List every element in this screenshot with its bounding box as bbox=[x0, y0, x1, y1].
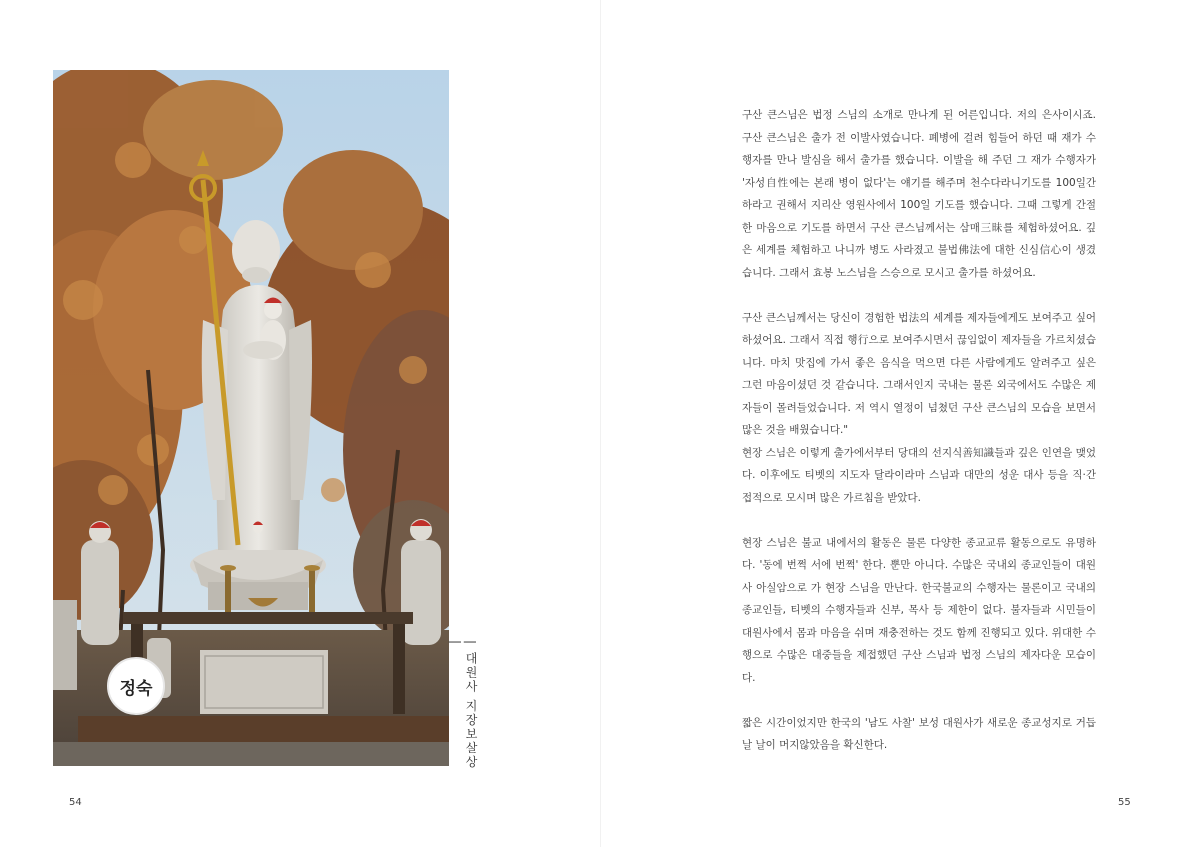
page-number-left: 54 bbox=[69, 797, 82, 808]
paragraph-2: 구산 큰스님께서는 당신이 경험한 법法의 세계를 제자들에게도 보여주고 싶어 하셨어요. 그래서 직접 행行으로 보여주시면서 끊임없이 제자들을 가르치셨습니다. 마치 맛집에 가서 좋은 음식을 먹으면 다른 사람에게도 알려주고 싶은 그런 마음이셨던 것 같습니다. 그래서인지 국내는 물론 외국에서도 수많은 제자들이 몰려들었습니다. 저 역시 열정이 넘쳤던 구산 큰스님의 모습을 보면서 많은 것을 배웠습니다." bbox=[742, 311, 1096, 436]
paragraph-1: 구산 큰스님은 법정 스님의 소개로 만나게 된 어른입니다. 저의 은사이시죠. 구산 큰스님은 출가 전 이발사였습니다. 폐병에 걸려 힘들어 하던 때 재가 수행자를 만나 발심을 해서 출가를 했습니다. 이발을 해 주던 그 재가 수행자가 '자성自性에는 본래 병이 없다'는 얘기를 해주며 천수다라니기도를 100일간 하라고 권해서 지리산 영원사에서 100일 기도를 했습니다. 그때 그렇게 간절한 마음으로 기도를 하면서 구산 큰스님께서는 삼매三昧를 체험하셨어요. 깊은 세계를 체험하고 나니까 병도 사라졌고 불법佛法에 대한 신심信心이 생겼습니다. 그래서 효봉 노스님을 스승으로 모시고 출가를 하셨어요. bbox=[742, 109, 1096, 279]
statue-illustration bbox=[53, 70, 449, 766]
photo-caption: | 대원사 지장보살상 | bbox=[449, 640, 478, 770]
paragraph-4: 현장 스님은 불교 내에서의 활동은 물론 다양한 종교교류 활동으로도 유명하다. '동에 번쩍 서에 번쩍' 한다. 뿐만 아니다. 수많은 국내외 종교인들이 대원사 아실암으로 가 현장 스님을 만난다. 한국불교의 수행자는 물론이고 국내의 종교인들, 티벳의 수행자들과 신부, 목사 등 제한이 없다. 불자들과 시민들이 대원사에서 몸과 마음을 쉬며 재충전하는 것도 함께 진행되고 있다. 위대한 수행으로 수많은 대중들을 제접했던 구산 스님과 법정 스님의 제자다운 모습이다. bbox=[742, 536, 1096, 684]
spread-gutter bbox=[600, 0, 601, 847]
page-number-right: 55 bbox=[1118, 797, 1131, 808]
paragraph-5: 짧은 시간이었지만 한국의 '남도 사찰' 보성 대원사가 새로운 종교성지로 거듭날 날이 머지않았음을 확신한다. bbox=[742, 716, 1096, 751]
body-text-column bbox=[742, 104, 1096, 779]
paragraph-3: 현장 스님은 이렇게 출가에서부터 당대의 선지식善知識들과 깊은 인연을 맺었다. 이후에도 티벳의 지도자 달라이라마 스님과 대만의 성운 대사 등을 직·간접적으로 모시며 많은 가르침을 받았다. bbox=[742, 446, 1096, 504]
jizo-statue-photo bbox=[53, 70, 449, 766]
photographer-signature-badge: 정숙 bbox=[107, 657, 165, 715]
